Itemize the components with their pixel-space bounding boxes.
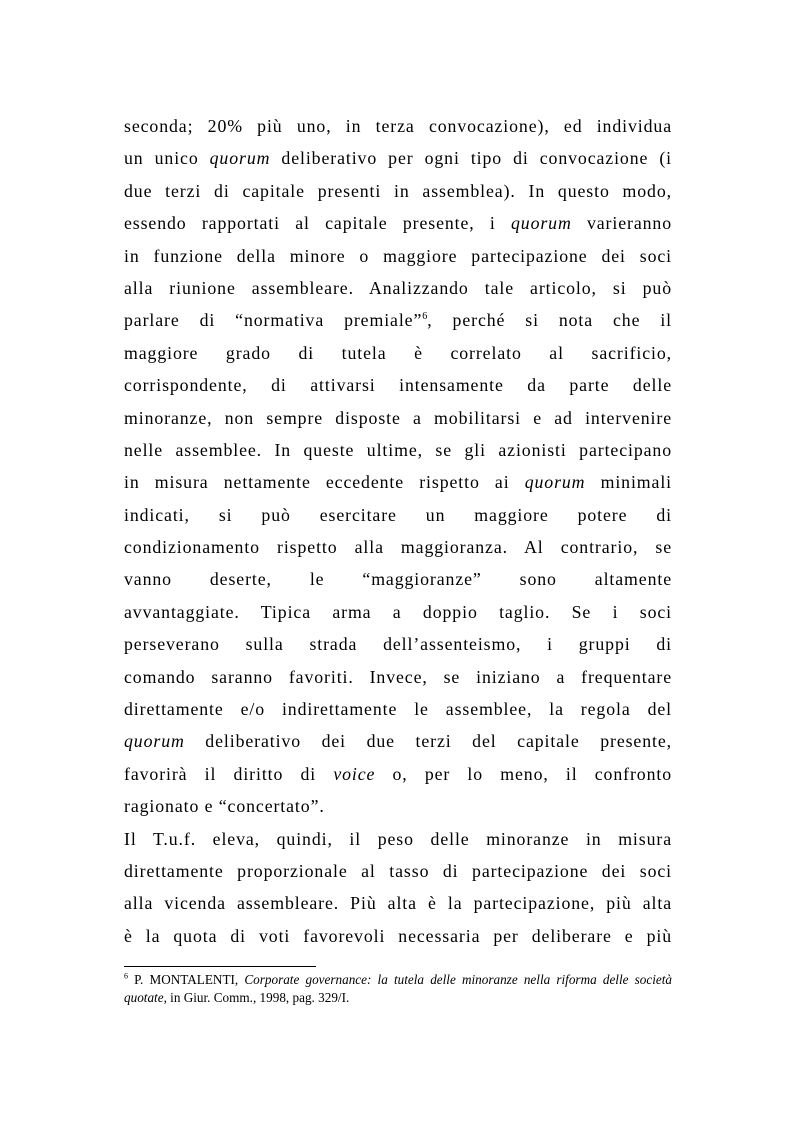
body-line: nelle assemblee. In queste ultime, se gli azionisti partecipano xyxy=(124,439,672,460)
body-line: un unico quorum deliberativo per ogni tipo di convocazione (i xyxy=(124,148,672,169)
body-line: condizionamento rispetto alla maggioranza. Al contrario, se xyxy=(124,537,672,558)
body-line: maggiore grado di tutela è correlato al sacrificio, xyxy=(124,342,672,363)
body-line: direttamente proporzionale al tasso di partecipazione dei soci xyxy=(124,860,672,881)
body-line: corrispondente, di attivarsi intensamente da parte delle xyxy=(124,375,672,396)
body-line: due terzi di capitale presenti in assemblea). In questo modo, xyxy=(124,180,672,201)
body-line: parlare di “normativa premiale”$^6$, perché si nota che il xyxy=(124,310,672,331)
footnote: $^6$ P. MONTALENTI, Corporate governance: la tutela delle minoranze nella riforma delle società quotate, in Giur. Comm., 1998, pag. 329/I. xyxy=(124,971,673,1005)
body-line: ragionato e “concertato”. xyxy=(124,796,325,817)
body-line: in funzione della minore o maggiore partecipazione dei soci xyxy=(124,245,672,266)
body-line: comando saranno favoriti. Invece, se iniziano a frequentare xyxy=(124,666,672,687)
body-line: essendo rapportati al capitale presente, i quorum varieranno xyxy=(124,213,672,234)
body-line: seconda; 20% più uno, in terza convocazione), ed individua xyxy=(124,116,672,136)
body-line: avvantaggiate. Tipica arma a doppio taglio. Se i soci xyxy=(124,601,672,622)
body-line: perseverano sulla strada dell’assenteismo, i gruppi di xyxy=(124,634,672,655)
body-line: è la quota di voti favorevoli necessaria per deliberare e più xyxy=(124,925,672,946)
body-line: alla vicenda assembleare. Più alta è la partecipazione, più alta xyxy=(124,893,672,914)
body-line: minoranze, non sempre disposte a mobilitarsi e ad intervenire xyxy=(124,407,672,428)
body-line: indicati, si può esercitare un maggiore potere di xyxy=(124,504,672,525)
body-line: quorum deliberativo dei due terzi del capitale presente, xyxy=(124,731,672,752)
body-line: vanno deserte, le “maggioranze” sono altamente xyxy=(124,569,672,590)
body-line: direttamente e/o indirettamente le assemblee, la regola del xyxy=(124,699,672,720)
body-text xyxy=(124,110,672,952)
body-line: Il T.u.f. eleva, quindi, il peso delle minoranze in misura xyxy=(124,828,672,849)
footnote-reference[interactable]: 6 xyxy=(422,311,428,323)
footnote-number: 6 xyxy=(124,971,128,981)
body-line: in misura nettamente eccedente rispetto ai quorum minimali xyxy=(124,472,672,493)
footnote-separator xyxy=(124,966,316,967)
body-line: favorirà il diritto di voice o, per lo meno, il confronto xyxy=(124,763,672,784)
footnotes xyxy=(124,966,672,1007)
body-line: alla riunione assembleare. Analizzando tale articolo, si può xyxy=(124,277,672,298)
